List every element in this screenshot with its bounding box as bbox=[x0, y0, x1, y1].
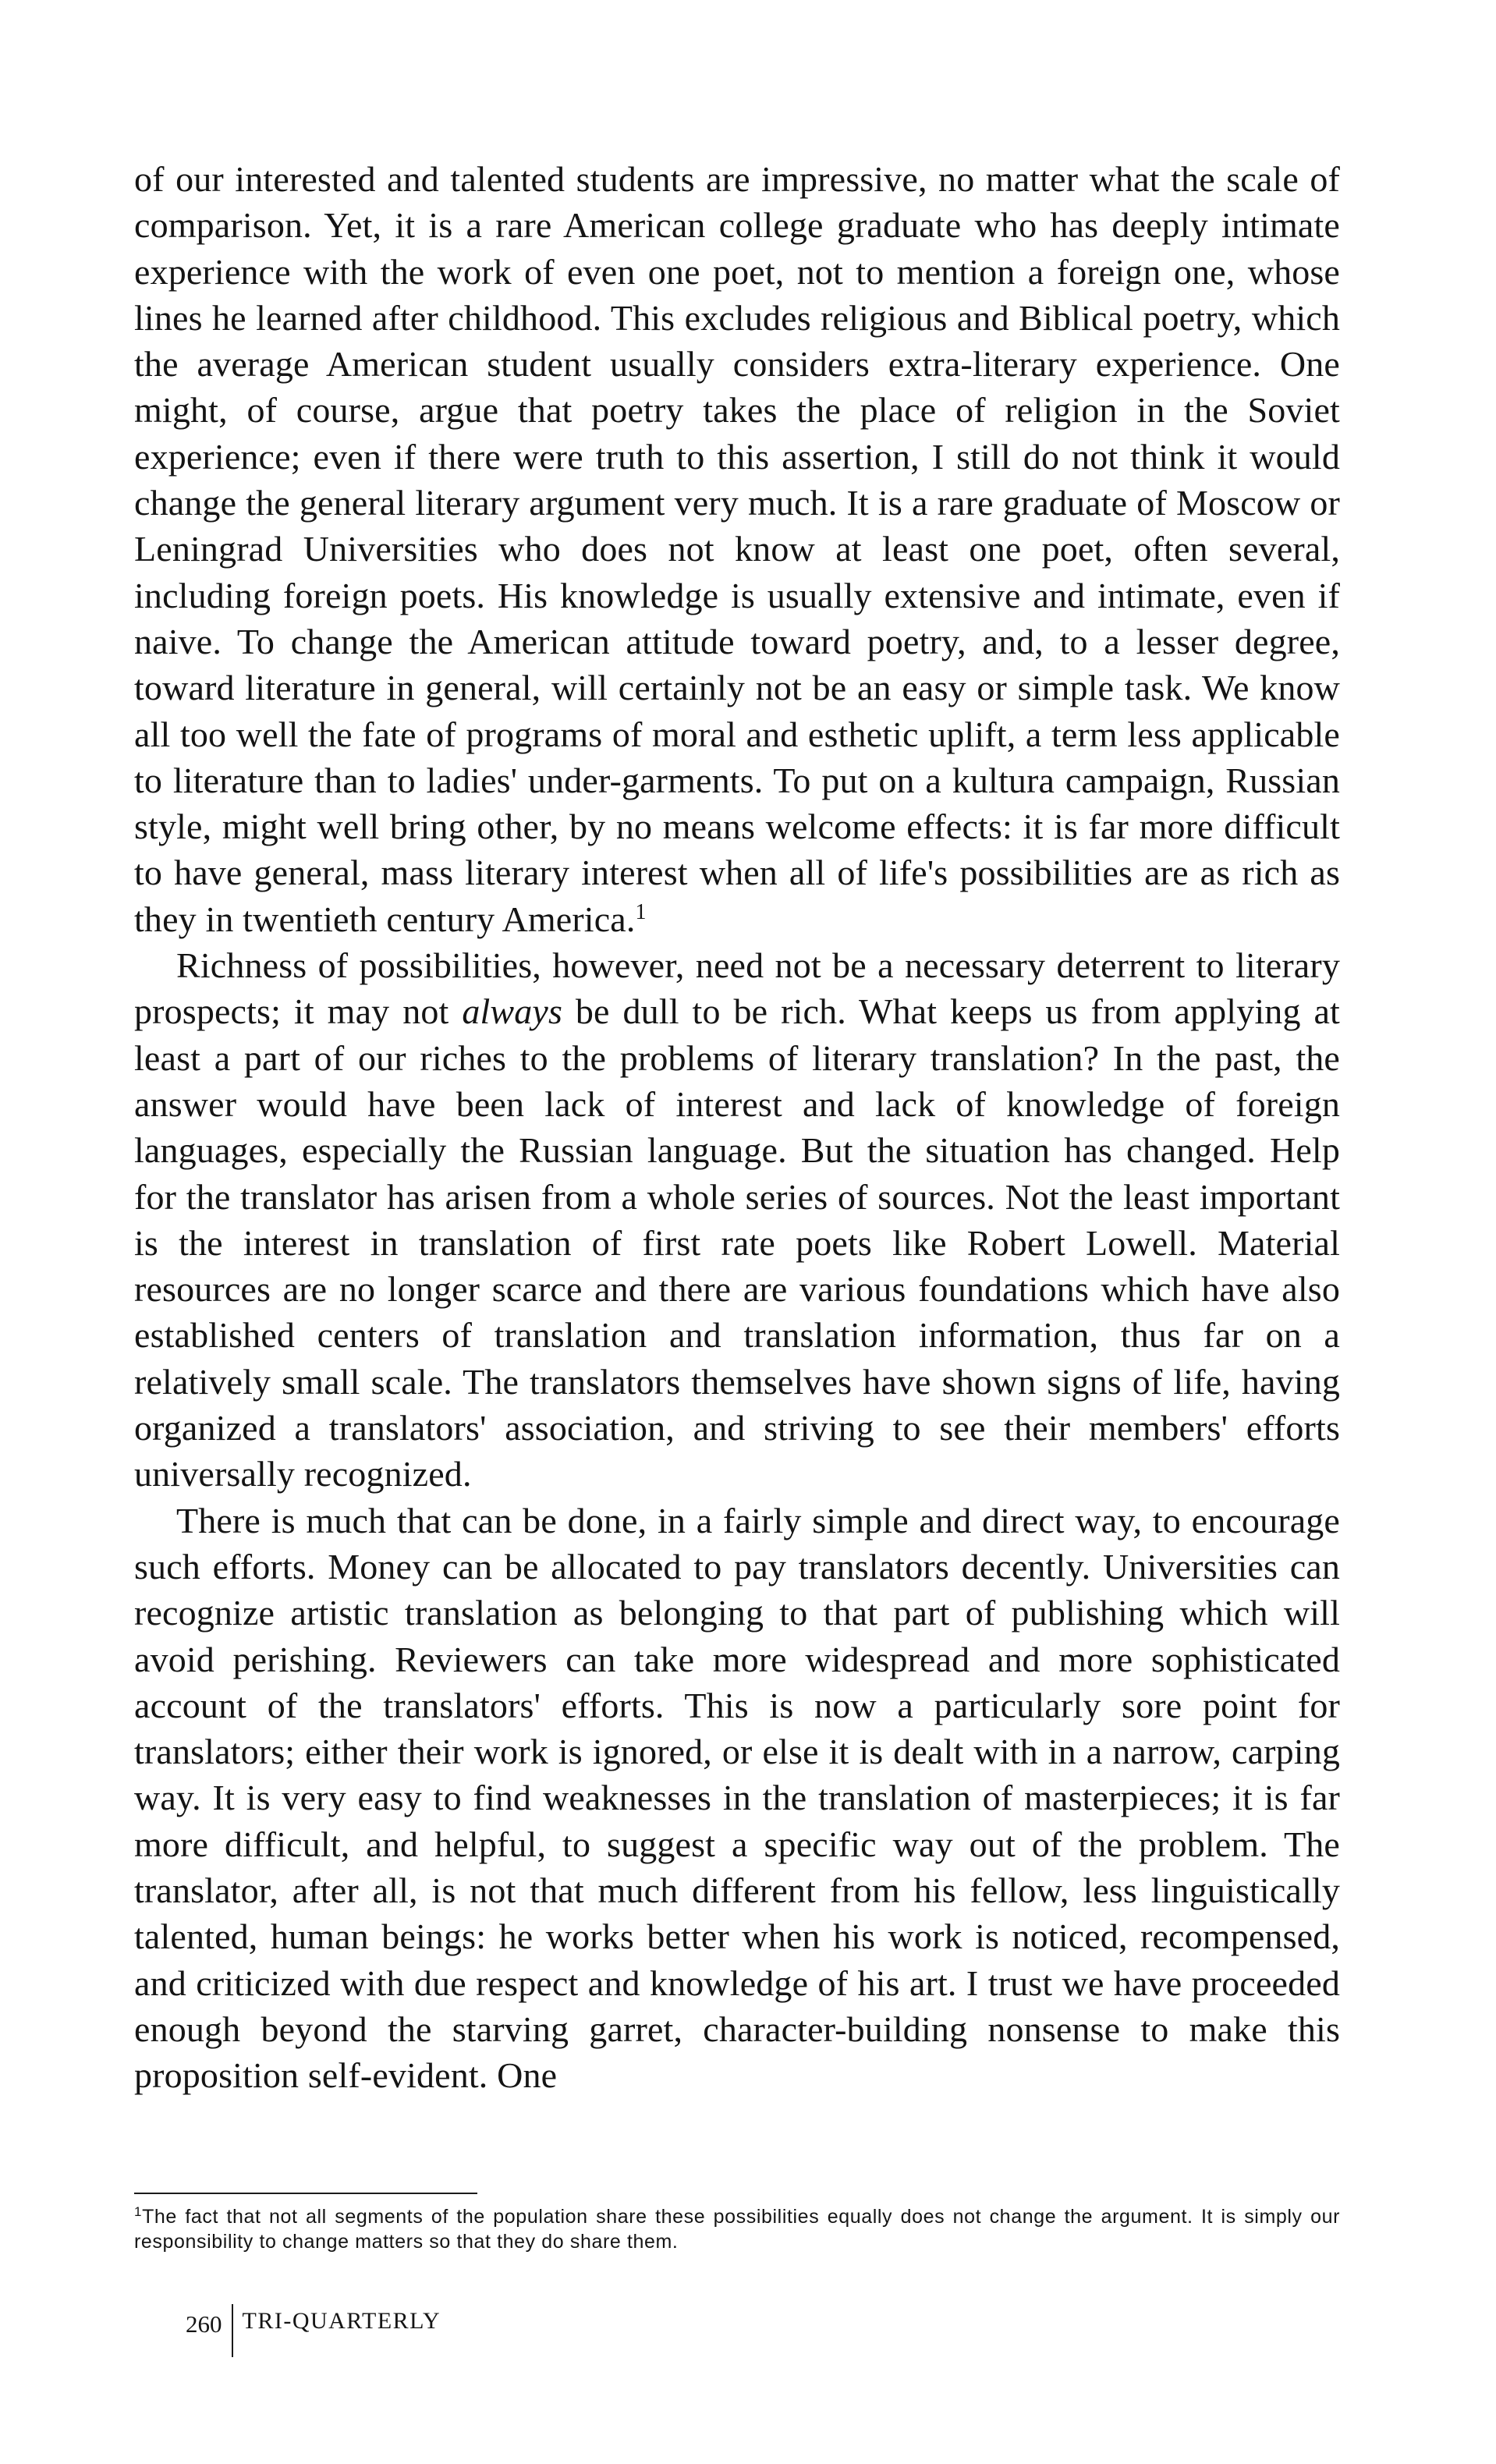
footnote-reference: 1 bbox=[635, 899, 647, 924]
paragraph-encourage bbox=[134, 1498, 1340, 2099]
paragraph-continued bbox=[134, 156, 1340, 942]
paragraph-richness bbox=[134, 942, 1340, 1498]
footnote-divider bbox=[134, 2193, 477, 2194]
footnote-text: The fact that not all segments of the population share these possibilities equally does not change the argument. It is simply our responsibility to change matters so that they do share them. bbox=[134, 2206, 1340, 2253]
footnote bbox=[134, 2204, 1340, 2254]
paragraph-1-text: of our interested and talented students are impressive, no matter what the scale of comparison. Yet, it is a rare American college graduate who has deeply intimate experience with the work of even one poet, not to mention a foreign one, whose lines he learned after childhood. This excludes religious and Biblical poetry, which the average American student usually considers extra-literary experience. One might, of course, argue that poetry takes the place of religion in the Soviet experience; even if there were truth to this assertion, I still do not think it would change the general literary argument very much. It is a rare graduate of Moscow or Leningrad Universities who does not know at least one poet, often several, including foreign poets. His knowledge is usually extensive and intimate, even if naive. To change the American attitude toward poetry, and, to a lesser degree, toward literature in general, will certainly not be an easy or simple task. We know all too well the fate of programs of moral and esthetic uplift, a term less applicable to literature than to ladies' under-garments. To put on a kultura campaign, Russian style, might well bring other, by no means welcome effects: it is far more difficult to have general, mass literary interest when all of life's possibilities are as rich as they in twentieth century America. bbox=[134, 159, 1340, 939]
journal-title: TRI-QUARTERLY bbox=[242, 2308, 441, 2334]
page-footer bbox=[186, 2304, 441, 2357]
emphasis-always: always bbox=[462, 991, 562, 1032]
page-number: 260 bbox=[186, 2310, 222, 2338]
body-text bbox=[134, 156, 1340, 2098]
paragraph-2-text-start: Richness of possibilities, however, need not be a necessary deterrent to literary prospects; it may not bbox=[134, 945, 1340, 1032]
footnote-marker: 1 bbox=[134, 2204, 143, 2219]
paragraph-3-text: There is much that can be done, in a fairly simple and direct way, to encourage such efforts. Money can be allocated to pay translators decently. Universities can recognize artistic translation as belonging to that part of publishing which will avoid perishing. Reviewers can take more widespread and more sophisticated account of the translators' efforts. This is now a particularly sore point for translators; either their work is ignored, or else it is dealt with in a narrow, carping way. It is very easy to find weaknesses in the translation of masterpieces; it is far more difficult, and helpful, to suggest a specific way out of the problem. The translator, after all, is not that much different from his fellow, less linguistically talented, human beings: he works better when his work is noticed, recompensed, and criticized with due respect and knowledge of his art. I trust we have proceeded enough beyond the starving garret, character-building nonsense to make this proposition self-evident. One bbox=[134, 1500, 1340, 2096]
paragraph-2-text-end: be dull to be rich. What keeps us from applying at least a part of our riches to the problems of literary translation? In the past, the answer would have been lack of interest and lack of knowledge of foreign languages, especially the Russian language. But the situation has changed. Help for the translator has arisen from a whole series of sources. Not the least important is the interest in translation of first rate poets like Robert Lowell. Material resources are no longer scarce and there are various foundations which have also established centers of translation and translation information, thus far on a relatively small scale. The translators themselves have shown signs of life, having organized a translators' association, and striving to see their members' efforts universally recognized. bbox=[134, 991, 1340, 1494]
